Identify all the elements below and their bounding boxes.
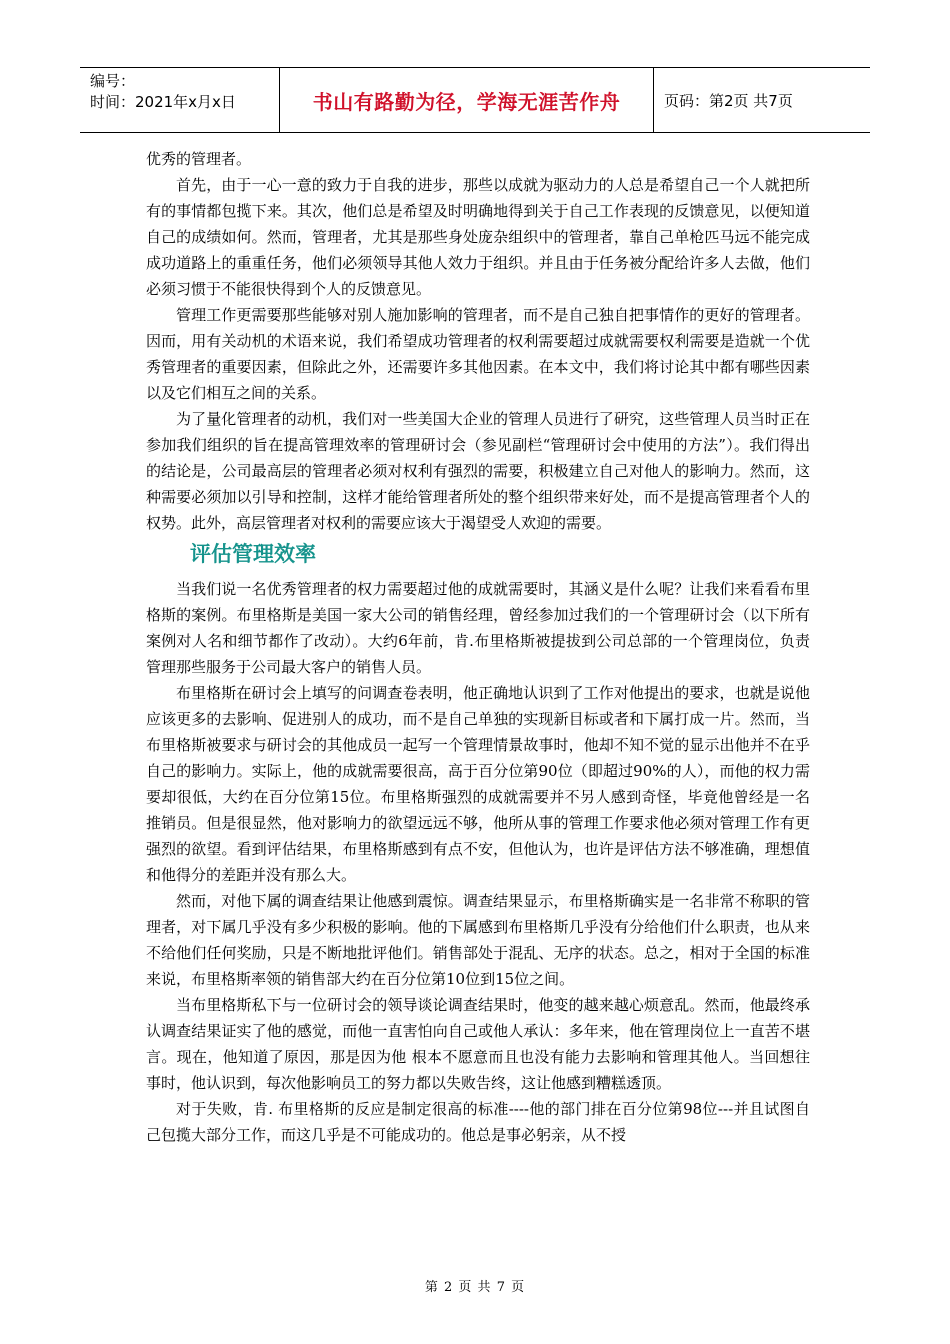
paragraph: 然而，对他下属的调查结果让他感到震惊。调查结果显示，布里格斯确实是一名非常不称职的管理者，对下属几乎没有多少积极的影响。他的下属感到布里格斯几乎没有分给他们什么职责，也从来不给他们任何奖励，只是不断地批评他们。销售部处于混乱、无序的状态。总之，相对于全国的标准来说，布里格斯率领的销售部大约在百分位第10位到15位之间。 <box>146 892 810 988</box>
date-label: 时间：2021年x月x日 <box>90 93 236 111</box>
page-footer: 第 2 页 共 7 页 <box>424 1280 526 1295</box>
paragraph: 当我们说一名优秀管理者的权力需要超过他的成就需要时，其涵义是什么呢？让我们来看看布里格斯的案例。布里格斯是美国一家大公司的销售经理，曾经参加过我们的一个管理研讨会（以下所有案例对人名和细节都作了改动）。大约6年前，肯.布里格斯被提拔到公司总部的一个管理岗位，负责管理那些服务于公司最大客户的销售人员。 <box>146 580 810 676</box>
page-header <box>80 67 870 133</box>
section-heading: 评估管理效率 <box>190 542 316 566</box>
header-motto: 书山有路勤为径，学海无涯苦作舟 <box>280 68 654 132</box>
document-body <box>146 146 810 1148</box>
paragraph: 布里格斯在研讨会上填写的问调查卷表明，他正确地认识到了工作对他提出的要求，也就是说他应该更多的去影响、促进别人的成功，而不是自己单独的实现新目标或者和下属打成一片。然而，当布里格斯被要求与研讨会的其他成员一起写一个管理情景故事时，他却不知不觉的显示出他并不在乎自己的影响力。实际上，他的成就需要很高，高于百分位第90位（即超过90%的人），而他的权力需要却很低，大约在百分位第15位。布里格斯强烈的成就需要并不另人感到奇怪，毕竟他曾经是一名推销员。但是很显然，他对影响力的欲望远远不够，他所从事的管理工作要求他必须对管理工作有更强烈的欲望。看到评估结果，布里格斯感到有点不安，但他认为，也许是评估方法不够准确，理想值和他得分的差距并没有那么大。 <box>146 684 810 884</box>
paragraph: 为了量化管理者的动机，我们对一些美国大企业的管理人员进行了研究，这些管理人员当时正在参加我们组织的旨在提高管理效率的管理研讨会（参见副栏“管理研讨会中使用的方法”）。我们得出的结论是，公司最高层的管理者必须对权利有强烈的需要，积极建立自己对他人的影响力。然而，这种需要必须加以引导和控制，这样才能给管理者所处的整个组织带来好处，而不是提高管理者个人的权势。此外，高层管理者对权利的需要应该大于渴望受人欢迎的需要。 <box>146 410 810 532</box>
paragraph: 首先，由于一心一意的致力于自我的进步，那些以成就为驱动力的人总是希望自己一个人就把所有的事情都包揽下来。其次，他们总是希望及时明确地得到关于自己工作表现的反馈意见，以便知道自己的成绩如何。然而，管理者，尤其是那些身处庞杂组织中的管理者，靠自己单枪匹马远不能完成成功道路上的重重任务，他们必须领导其他人效力于组织。并且由于任务被分配给许多人去做，他们必须习惯于不能很快得到个人的反馈意见。 <box>146 176 810 298</box>
paragraph: 当布里格斯私下与一位研讨会的领导谈论调查结果时，他变的越来越心烦意乱。然而，他最终承认调查结果证实了他的感觉，而他一直害怕向自己或他人承认：多年来，他在管理岗位上一直苦不堪言。现在，他知道了原因，那是因为他 根本不愿意而且也没有能力去影响和管理其他人。当回想往事时，他认识到，每次他影响员工的努力都以失败告终，这让他感到糟糕透顶。 <box>146 996 810 1092</box>
header-page-label: 页码：第2页 共7页 <box>664 91 793 110</box>
header-meta <box>80 68 280 132</box>
paragraph: 管理工作更需要那些能够对别人施加影响的管理者，而不是自己独自把事情作的更好的管理者。因而，用有关动机的术语来说，我们希望成功管理者的权利需要超过成就需要权利需要是造就一个优秀管理者的重要因素，但除此之外，还需要许多其他因素。在本文中，我们将讨论其中都有哪些因素以及它们相互之间的关系。 <box>146 306 810 402</box>
paragraph: 优秀的管理者。 <box>146 150 252 168</box>
number-label: 编号： <box>90 72 136 90</box>
paragraph: 对于失败，肯. 布里格斯的反应是制定很高的标准----他的部门排在百分位第98位---并且试图自己包揽大部分工作，而这几乎是不可能成功的。他总是事必躬亲，从不授 <box>146 1100 810 1144</box>
